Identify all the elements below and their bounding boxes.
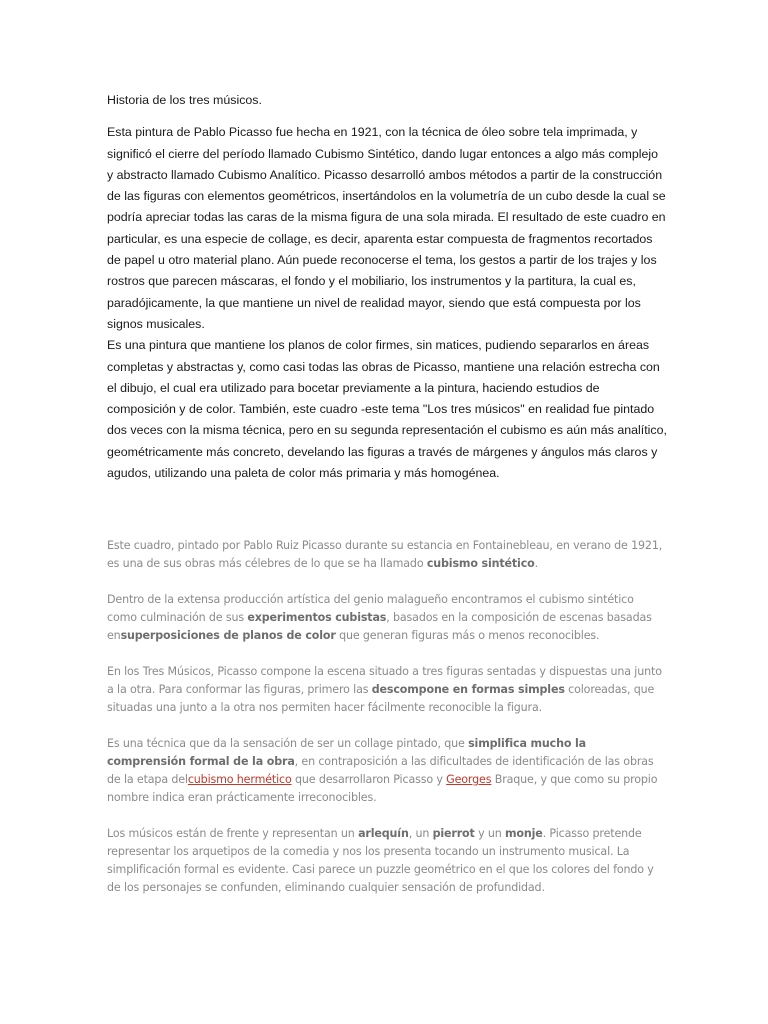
- article-section: [107, 537, 663, 915]
- text: y un: [474, 827, 505, 840]
- bold-term-arlequin: arlequín: [358, 827, 409, 840]
- article-paragraph-4: [107, 735, 663, 807]
- text: que generan figuras más o menos reconocibles.: [335, 629, 600, 642]
- text: que desarrollaron Picasso y: [291, 773, 447, 786]
- paragraph-painting-technique: Esta pintura de Pablo Picasso fue hecha en 1921, con la técnica de óleo sobre tela imprimada, y significó el cierre del período llamado Cubismo Sintético, dando lugar entonces a algo más complejo y abstracto llamado Cubismo Analítico. Picasso desarrolló ambos métodos a partir de la construcción de las figuras con elementos geométricos, insertándolos en la volumetría de un cubo desde la cual se podría apreciar todas las caras de la misma figura de una sola mirada. El resultado de este cuadro en particular, es una especie de collage, es decir, aparenta estar compuesta de fragmentos recortados de papel u otro material plano. Aún puede reconocerse el tema, los gestos a partir de los trajes y los rostros que parecen máscaras, el fondo y el mobiliario, los instrumentos y la partitura, la cual es, paradójicamente, la que mantiene un nivel de realidad mayor, siendo que está compuesta por los signos musicales.: [107, 125, 666, 331]
- history-section: [107, 90, 667, 484]
- bold-term-descompone: descompone en formas simples: [371, 683, 565, 696]
- text: Este cuadro, pintado por Pablo Ruiz Picasso durante su estancia en Fontainebleau, en verano de 1921, es una de sus obras más célebres de lo que se ha llamado: [107, 539, 663, 570]
- article-paragraph-2: [107, 591, 663, 645]
- text: Es una técnica que da la sensación de ser un collage pintado, que: [107, 737, 469, 750]
- bold-term-monje: monje: [505, 827, 543, 840]
- text: Los músicos están de frente y representan un: [107, 827, 359, 840]
- bold-term-superposiciones: superposiciones de planos de color: [120, 629, 336, 642]
- text: , en contraposición a las dificultades de identificación de las obras de la etapa del: [107, 755, 654, 786]
- article-paragraph-3: [107, 663, 663, 717]
- text: . Picasso pretende representar los arquetipos de la comedia y nos los presenta tocando un instrumento musical. La simplificación formal es evidente. Casi parece un puzzle geométrico en el que los colores del fondo y de los personajes se confunden, eliminando cualquier sensación de profundidad.: [107, 827, 654, 894]
- text: , un: [408, 827, 433, 840]
- text: En los Tres Músicos, Picasso compone la escena situado a tres figuras sentadas y dispuestas una junto a la otra. Para conformar las figuras, primero las: [107, 665, 662, 696]
- article-paragraph-5: [107, 825, 663, 897]
- bold-term-experimentos-cubistas: experimentos cubistas: [247, 611, 387, 624]
- paragraph-color-planes: Es una pintura que mantiene los planos de color firmes, sin matices, pudiendo separarlos en áreas completas y abstractas y, como casi todas las obras de Picasso, mantiene una relación estrecha con el dibujo, el cual era utilizado para bocetar previamente a la pintura, haciendo estudios de composición y de color. También, este cuadro -este tema "Los tres músicos" en realidad fue pintado dos veces con la misma técnica, pero en su segunda representación el cubismo es aún más analítico, geométricamente más concreto, develando las figuras a través de márgenes y ángulos más claros y agudos, utilizando una paleta de color más primaria y más homogénea.: [107, 338, 667, 481]
- text: Braque, y que como su propio nombre indica eran prácticamente irreconocibles.: [107, 773, 658, 804]
- text: , basados en la composición de escenas basadas en: [107, 611, 652, 642]
- article-paragraph-1: [107, 537, 663, 573]
- link-georges[interactable]: Georges: [446, 773, 492, 786]
- bold-term-cubismo-sintetico: cubismo sintético: [426, 557, 535, 570]
- document-title: Historia de los tres músicos.: [107, 93, 262, 107]
- text: Dentro de la extensa producción artística del genio malagueño encontramos el cubismo sintético como culminación de sus: [107, 593, 634, 624]
- bold-term-simplifica: simplifica mucho la comprensión formal de la obra: [107, 737, 587, 768]
- text: coloreadas, que situadas una junto a la otra nos permiten hacer fácilmente reconocible la figura.: [107, 683, 655, 714]
- bold-term-pierrot: pierrot: [432, 827, 475, 840]
- link-cubismo-hermetico[interactable]: cubismo hermético: [187, 773, 292, 786]
- text: .: [534, 557, 538, 570]
